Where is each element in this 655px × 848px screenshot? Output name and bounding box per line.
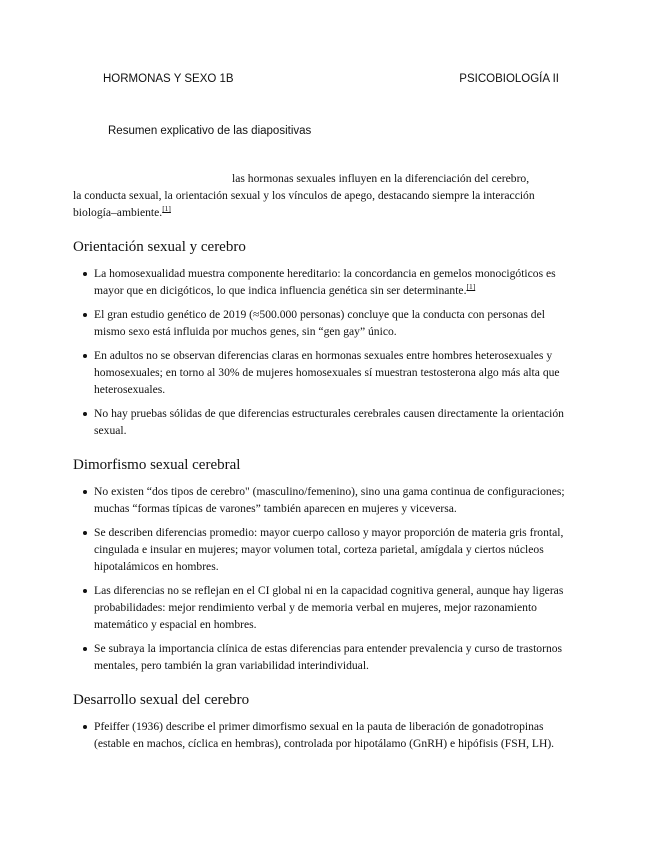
header-right-title: PSICOBIOLOGÍA II (459, 73, 559, 85)
section-title-development: Desarrollo sexual del cerebro (73, 692, 250, 708)
document-body (73, 170, 578, 759)
bullet-text: La homosexualidad muestra componente hereditario: la concordancia en gemelos monocigóticos es mayor que en dicigóticos, lo que indica influencia genética sin ser determinante. (94, 267, 556, 297)
bullet-list-development (73, 718, 578, 752)
list-item: No existen “dos tipos de cerebro" (masculino/femenino), sino una gama continua de configuraciones; muchas “formas típicas de varones” también aparecen en mujeres y viceversa. (73, 483, 578, 517)
document-subtitle: Resumen explicativo de las diapositivas (108, 125, 312, 137)
bullet-list-orientation (73, 265, 578, 439)
section-title-dimorphism: Dimorfismo sexual cerebral (73, 457, 241, 473)
list-item: Se subraya la importancia clínica de estas diferencias para entender prevalencia y curso de trastornos mentales, pero también la gran variabilidad interindividual. (73, 640, 578, 674)
intro-paragraph (73, 170, 578, 221)
section-title-orientation: Orientación sexual y cerebro (73, 239, 246, 255)
citation-link[interactable]: [1] (466, 282, 476, 292)
list-item (73, 265, 578, 299)
list-item: En adultos no se observan diferencias claras en hormonas sexuales entre hombres heterosexuales y homosexuales; en torno al 30% de mujeres homosexuales sí muestran testosterona algo más alta que heterosexuales. (73, 347, 578, 398)
list-item: No hay pruebas sólidas de que diferencias estructurales cerebrales causen directamente la orientación sexual. (73, 405, 578, 439)
intro-rest: la conducta sexual, la orientación sexual y los vínculos de apego, destacando siempre la interacción biología–ambiente. (73, 189, 535, 219)
bullet-list-dimorphism (73, 483, 578, 674)
intro-first-line: las hormonas sexuales influyen en la diferenciación del cerebro, (232, 172, 530, 185)
citation-link[interactable]: [1] (162, 204, 171, 214)
list-item: Las diferencias no se reflejan en el CI global ni en la capacidad cognitiva general, aunque hay ligeras probabilidades: mejor rendimiento verbal y de memoria verbal en mujeres, mejor razonamiento matemático y espacial en hombres. (73, 582, 578, 633)
list-item: Pfeiffer (1936) describe el primer dimorfismo sexual en la pauta de liberación de gonadotropinas (estable en machos, cíclica en hembras), controlada por hipotálamo (GnRH) e hipófisis (FSH, LH). (73, 718, 578, 752)
list-item: Se describen diferencias promedio: mayor cuerpo calloso y mayor proporción de materia gris frontal, cingulada e insular en mujeres; mayor volumen total, corteza parietal, amígdala y ciertos núcleos hipotalámicos en hombres. (73, 524, 578, 575)
header-left-title: HORMONAS Y SEXO 1B (103, 73, 234, 85)
list-item: El gran estudio genético de 2019 (≈500.000 personas) concluye que la conducta con personas del mismo sexo está influida por muchos genes, sin “gen gay” único. (73, 306, 578, 340)
